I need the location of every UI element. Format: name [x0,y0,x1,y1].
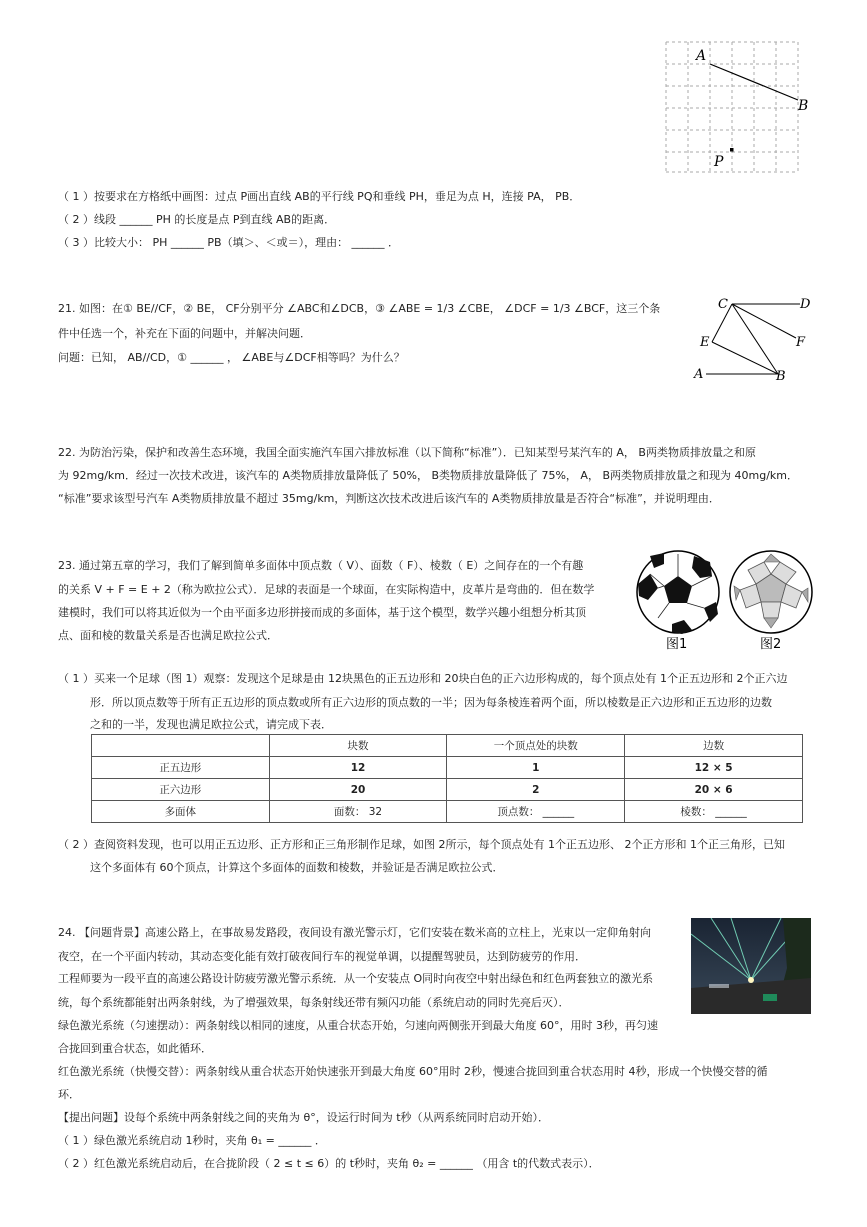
q24-line3: 工程师要为一段平直的高速公路设计防疲劳激光警示系统．从一个安装点 O同时向夜空中射出绿色和红色两套独立的激光系 [58,972,654,985]
label-c: C [718,297,728,312]
table-cell: 2 [447,779,625,801]
polyhedron-table [91,734,803,823]
soccer-ball-figure1 [634,548,722,652]
q22-line3: “标准”要求该型号汽车 A类物质排放量不超过 35mg/km，判断这次技术改进后该汽车的 A类物质排放量是否符合“标准”，并说明理由． [58,492,720,505]
table-header-row [92,735,803,757]
table-cell: 正六边形 [92,779,270,801]
q21-line2: 件中任选一个，补充在下面的问题中，并解决问题． [58,327,311,340]
q24-line5: 绿色激光系统（匀速摆动）：两条射线以相同的速度，从重合状态开始，匀速向两侧张开到最大角度 60°，用时 3秒，再匀速 [58,1019,658,1032]
fig2-caption: 图2 [760,637,782,652]
label-d: D [800,297,811,312]
table-cell: 20 [269,779,447,801]
q24-line2: 夜空，在一个平面内转动，其动态变化能有效打破夜间行车的视觉单调，以提醒驾驶员，达到防疲劳的作用． [58,950,586,963]
point-p [730,148,734,152]
table-row [92,779,803,801]
label-a: A [696,48,707,64]
table-header: 一个顶点处的块数 [447,735,625,757]
q23-line2: 的关系 V + F = E + 2（称为欧拉公式）．足球的表面是一个球面，在实际构造中，皮革片是弯曲的．但在数学 [58,583,595,596]
label-a: A [694,367,704,382]
q24-line4: 统，每个系统都能射出两条射线，为了增强效果，每条射线还带有频闪功能（系统启动的同时先亮后灭）． [58,996,570,1009]
label-b: B [776,369,786,384]
q24-line10: （ 1 ）绿色激光系统启动 1秒时，夹角 θ₁ = ______ ． [58,1134,326,1147]
q21-line3: 问题：已知， AB//CD，① ______ ， ∠ABE与∠DCF相等吗？为什么？ [58,351,405,364]
q22-line1: 22. 为防治污染，保护和改善生态环境，我国全面实施汽车国六排放标准（以下简称“标准”）．已知某型号某汽车的 A， B两类物质排放量之和原 [58,446,756,459]
table-cell: 12 [269,757,447,779]
grid-figure [660,38,810,178]
q20-part2: （ 2 ）线段 ______ PH 的长度是点 P到直线 AB的距离． [58,213,336,226]
q20-part3: （ 3 ）比较大小： PH ______ PB（填＞、＜或＝），理由： ______ ． [58,236,400,249]
label-b: B [798,98,809,114]
segment-ab [710,64,798,100]
label-p: P [714,154,724,170]
table-header [92,735,270,757]
q20-part1: （ 1 ）按要求在方格纸中画图：过点 P画出直线 AB的平行线 PQ和垂线 PH，垂足为点 H，连接 PA， PB． [58,190,581,203]
table-row [92,757,803,779]
q23-line1: 23. 通过第五章的学习，我们了解到简单多面体中顶点数（ V）、面数（ F）、棱数（ E）之间存在的一个有趣 [58,559,584,572]
q24-line9: 【提出问题】设每个系统中两条射线之间的夹角为 θ°，设运行时间为 t秒（从两系统同时启动开始）． [58,1111,550,1124]
soccer-ball-figure2 [726,548,818,652]
table-header: 块数 [269,735,447,757]
table-cell: 棱数： ______ [625,801,803,823]
q24-line7: 红色激光系统（快慢交替）：两条射线从重合状态开始快速张开到最大角度 60°用时 2秒，慢速合拢回到重合状态用时 4秒，形成一个快慢交替的循 [58,1065,768,1078]
table-cell: 面数： 32 [269,801,447,823]
table-cell: 12 × 5 [625,757,803,779]
q23-part2-line1: （ 2 ）查阅资料发现，也可以用正五边形、正方形和正三角形制作足球，如图 2所示，每个顶点处有 1个正五边形、 2个正方形和 1个正三角形，已知 [58,838,785,851]
q23-line4: 点、面和棱的数量关系是否也满足欧拉公式． [58,629,278,642]
table-cell: 顶点数： ______ [447,801,625,823]
q23-part2-line2: 这个多面体有 60个顶点，计算这个多面体的面数和棱数，并验证是否满足欧拉公式． [90,861,504,874]
table-row [92,801,803,823]
laser-highway-photo [691,918,811,1014]
q24-line11: （ 2 ）红色激光系统启动后，在合拢阶段（ 2 ≤ t ≤ 6）的 t秒时，夹角 θ₂ = ______ （用含 t的代数式表示）． [58,1157,600,1170]
table-header: 边数 [625,735,803,757]
table-cell: 多面体 [92,801,270,823]
q22-line2: 为 92mg/km．经过一次技术改进，该汽车的 A类物质排放量降低了 50%， B类物质排放量降低了 75%， A， B两类物质排放量之和现为 40mg/km． [58,469,798,482]
table-cell: 正五边形 [92,757,270,779]
q24-line8: 环． [58,1088,80,1101]
q23-part1-line3: 之和的一半，发现也满足欧拉公式，请完成下表． [90,718,332,731]
fig1-caption: 图1 [666,637,688,652]
q24-line6: 合拢回到重合状态，如此循环． [58,1042,212,1055]
q23-part1-line2: 形．所以顶点数等于所有正五边形的顶点数或所有正六边形的顶点数的一半；因为每条棱连着两个面，所以棱数是正六边形和正五边形的边数 [90,696,772,709]
table-cell: 1 [447,757,625,779]
q23-line3: 建模时，我们可以将其近似为一个由平面多边形拼接而成的多面体，基于这个模型，数学兴趣小组想分析其顶 [58,606,586,619]
label-f: F [796,335,806,350]
q21-figure [690,292,820,384]
q21-line1: 21. 如图：在① BE//CF，② BE， CF分别平分 ∠ABC和∠DCB，③ ∠ABE = 1/3 ∠CBE， ∠DCF = 1/3 ∠BCF，这三个条 [58,302,661,315]
q23-part1-line1: （ 1 ）买来一个足球（图 1）观察：发现这个足球是由 12块黑色的正五边形和 20块白色的正六边形构成的，每个顶点处有 1个正五边形和 2个正六边 [58,672,788,685]
label-e: E [700,335,710,350]
q24-line1: 24. 【问题背景】高速公路上，在事故易发路段，夜间设有激光警示灯，它们安装在数米高的立柱上，光束以一定仰角射向 [58,926,651,939]
table-cell: 20 × 6 [625,779,803,801]
